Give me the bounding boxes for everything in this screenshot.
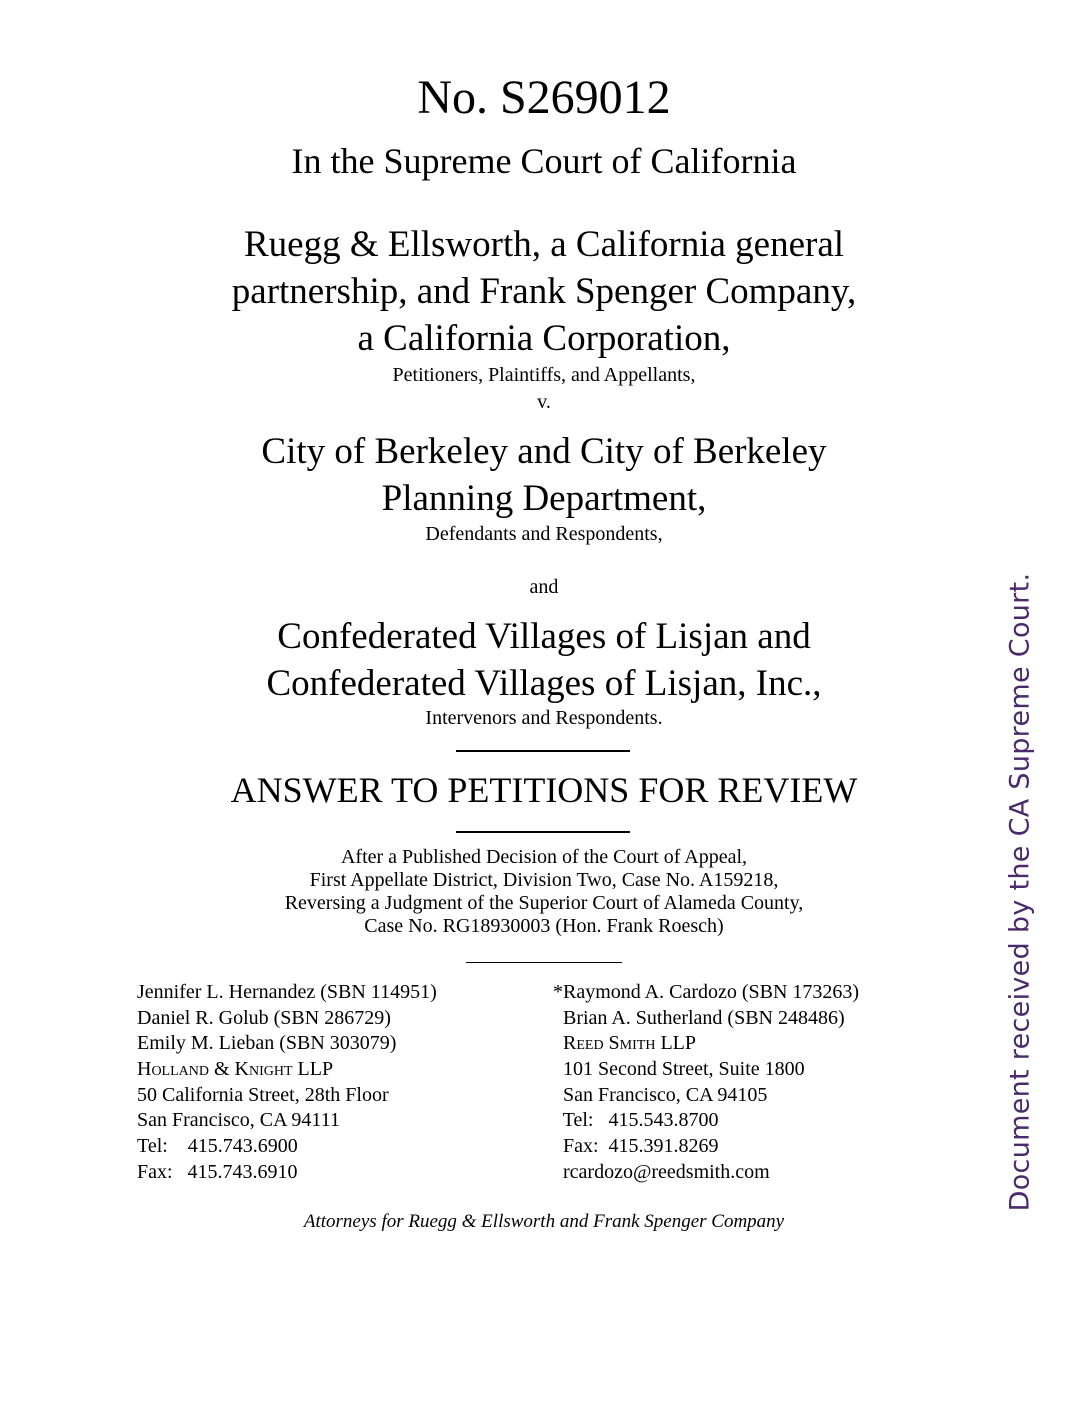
versus: v. xyxy=(537,391,551,413)
procedural-line-3: Reversing a Judgment of the Superior Court of Alameda County, xyxy=(284,892,804,914)
received-stamp: Document received by the CA Supreme Court. xyxy=(1004,572,1036,1212)
case-number: No. S269012 xyxy=(417,71,671,124)
divider-rule xyxy=(456,750,630,752)
address-right-2: San Francisco, CA 94105 xyxy=(558,1084,768,1106)
attorneys-for: Attorneys for Ruegg & Ellsworth and Frank Spenger Company xyxy=(303,1211,785,1232)
procedural-line-1: After a Published Decision of the Court of Appeal, xyxy=(340,846,748,868)
attorney-right-1: *Raymond A. Cardozo (SBN 173263) xyxy=(553,981,860,1003)
petitioners-role: Petitioners, Plaintiffs, and Appellants, xyxy=(392,364,696,386)
defendants-line-1: City of Berkeley and City of Berkeley xyxy=(261,431,827,472)
fax-right: Fax: 415.391.8269 xyxy=(558,1135,719,1157)
address-left-2: San Francisco, CA 94111 xyxy=(137,1109,340,1131)
procedural-line-2: First Appellate District, Division Two, Case No. A159218, xyxy=(309,869,779,891)
petitioners-line-2: partnership, and Frank Spenger Company, xyxy=(231,271,857,312)
procedural-line-4: Case No. RG18930003 (Hon. Frank Roesch) xyxy=(364,915,724,937)
intervenors-line-1: Confederated Villages of Lisjan and xyxy=(277,616,811,657)
attorney-left-3: Emily M. Lieban (SBN 303079) xyxy=(137,1032,397,1054)
document-title: ANSWER TO PETITIONS FOR REVIEW xyxy=(230,770,858,810)
conjunction: and xyxy=(529,576,559,598)
phone-right: Tel: 415.543.8700 xyxy=(558,1109,719,1131)
petitioners-line-1: Ruegg & Ellsworth, a California general xyxy=(243,224,845,265)
address-right-1: 101 Second Street, Suite 1800 xyxy=(558,1058,805,1080)
court-name: In the Supreme Court of California xyxy=(291,141,797,181)
address-left-1: 50 California Street, 28th Floor xyxy=(137,1084,389,1106)
phone-left: Tel: 415.743.6900 xyxy=(137,1135,298,1157)
intervenors-role: Intervenors and Respondents. xyxy=(425,707,663,729)
divider-rule xyxy=(466,962,622,963)
fax-left: Fax: 415.743.6910 xyxy=(137,1161,298,1183)
attorney-left-2: Daniel R. Golub (SBN 286729) xyxy=(137,1007,391,1029)
attorney-right-2: Brian A. Sutherland (SBN 248486) xyxy=(558,1007,845,1029)
firm-right: Reed Smith LLP xyxy=(558,1032,697,1054)
firm-left: Holland & Knight LLP xyxy=(137,1058,334,1080)
defendants-line-2: Planning Department, xyxy=(381,478,707,519)
email-right: rcardozo@reedsmith.com xyxy=(558,1161,770,1183)
defendants-role: Defendants and Respondents, xyxy=(425,523,663,545)
intervenors-line-2: Confederated Villages of Lisjan, Inc., xyxy=(266,663,822,704)
petitioners-line-3: a California Corporation, xyxy=(357,318,731,359)
divider-rule xyxy=(456,831,630,833)
attorney-left-1: Jennifer L. Hernandez (SBN 114951) xyxy=(137,981,437,1003)
